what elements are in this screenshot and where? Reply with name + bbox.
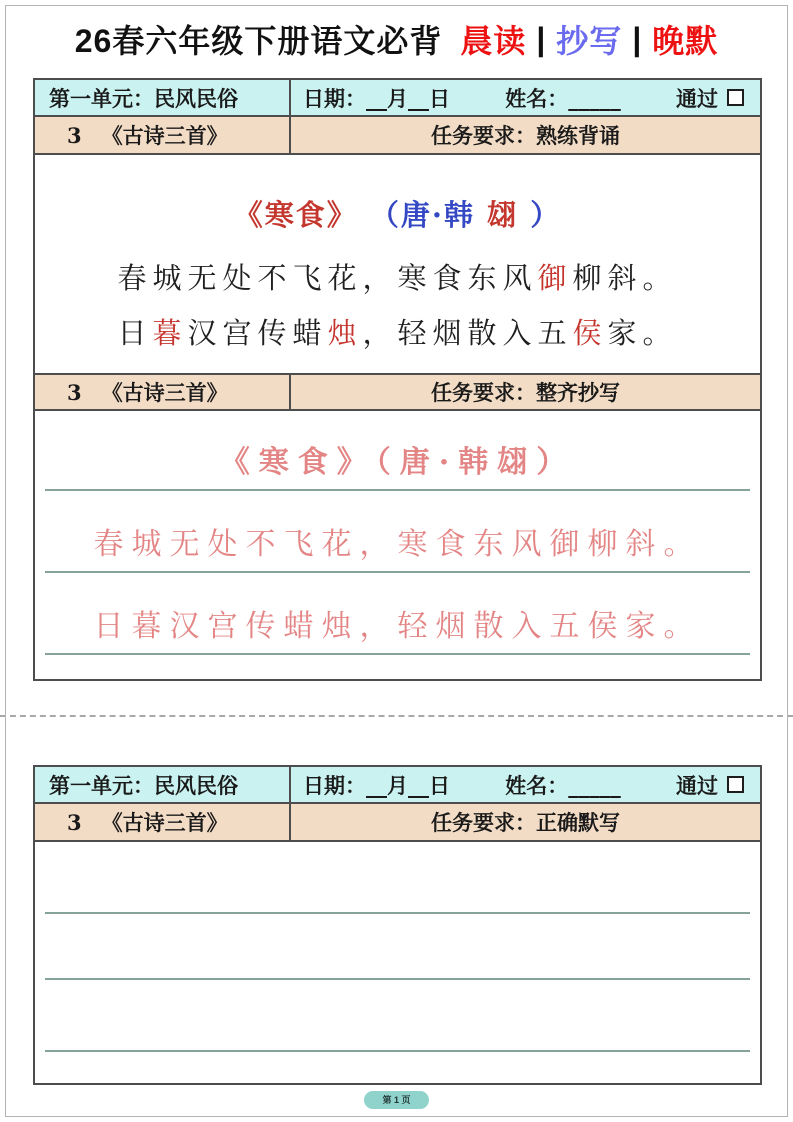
unit-header-row (35, 767, 760, 804)
pass-label: 通过 (676, 772, 718, 798)
poem-line2-text-end: 家。 (607, 316, 678, 350)
title-main: 26春六年级下册语文必背 (74, 23, 443, 59)
poem-line2-highlight-2: 烛 (327, 316, 363, 350)
title-tag-copying: 抄写 (556, 23, 623, 59)
poem-title: 《寒食》 (233, 198, 358, 232)
title-separator-1: | (536, 20, 547, 57)
unit-header-row (35, 80, 760, 117)
poem-author-open: （唐·韩 (369, 198, 475, 232)
lesson-title: 《古诗三首》 (101, 810, 228, 835)
lesson-title: 《古诗三首》 (101, 123, 228, 148)
poem-line2-text-3: ，轻烟散入五 (362, 316, 573, 350)
title-separator-2: | (632, 20, 643, 57)
footer (0, 1091, 793, 1109)
poem-line1-highlight: 御 (537, 261, 573, 295)
name-blank-field: 姓名：_____ (505, 772, 621, 798)
unit-meta-cell (291, 767, 760, 802)
poem-line2-text-2: 汉宫传蜡 (187, 316, 328, 350)
poem-line2-highlight-3: 侯 (572, 316, 608, 350)
unit-meta-cell (291, 80, 760, 115)
copy-trace-line-2: 日暮汉宫传蜡烛，轻烟散入五侯家。 (45, 601, 750, 655)
poem-line-1 (35, 256, 760, 297)
page-title (0, 0, 793, 78)
copying-practice-area (35, 411, 760, 679)
lesson-number: 3 (67, 379, 82, 405)
copying-task-row (35, 375, 760, 411)
title-tag-evening-dictation: 晚默 (652, 23, 719, 59)
poem-line-2 (35, 311, 760, 352)
task-requirement-cell: 任务要求：整齐抄写 (431, 380, 620, 405)
reading-task-row (35, 117, 760, 155)
poem-line2-highlight-1: 暮 (152, 316, 188, 350)
page-number-badge: 第 1 页 (364, 1091, 428, 1109)
pass-label: 通过 (676, 85, 718, 111)
lesson-number: 3 (67, 809, 82, 835)
poem-line1-text: 春城无处不飞花，寒食东风 (117, 261, 538, 295)
task-requirement-cell: 任务要求：熟练背诵 (431, 123, 620, 148)
lesson-title: 《古诗三首》 (101, 380, 228, 405)
unit-name-cell: 第一单元：民风民俗 (35, 767, 291, 802)
pass-checkbox[interactable] (727, 776, 744, 793)
pass-checkbox[interactable] (727, 89, 744, 106)
poem-line1-text-end: 柳斜。 (572, 261, 678, 295)
pass-group (676, 83, 744, 113)
dashed-cut-line (0, 715, 793, 717)
poem-reading-area (35, 155, 760, 375)
writing-rule-line-2 (45, 914, 750, 980)
date-blank-field: 日期：__月__日 (303, 772, 450, 798)
pass-group (676, 770, 744, 800)
title-tag-morning-read: 晨读 (460, 23, 527, 59)
poem-line2-text: 日 (117, 316, 153, 350)
date-blank-field: 日期：__月__日 (303, 85, 450, 111)
lesson-number: 3 (67, 122, 82, 148)
poem-author-close: ） (530, 198, 562, 232)
lesson-cell (35, 804, 291, 840)
writing-rule-line-3 (45, 980, 750, 1052)
task-requirement-cell: 任务要求：正确默写 (431, 810, 620, 835)
name-blank-field: 姓名：_____ (505, 85, 621, 111)
dictation-task-row (35, 804, 760, 842)
writing-rule-line-1 (45, 842, 750, 914)
copy-trace-title: 《寒食》（唐·韩翃） (45, 437, 750, 491)
lower-worksheet-table (33, 765, 762, 1085)
unit-name-cell: 第一单元：民风民俗 (35, 80, 291, 115)
lesson-cell (35, 117, 291, 153)
dictation-writing-area (35, 842, 760, 1083)
cut-divider-wrap (33, 715, 793, 717)
poem-author-rare-char: 翃 (487, 198, 519, 232)
lesson-cell (35, 375, 291, 409)
copy-trace-line-1: 春城无处不飞花，寒食东风御柳斜。 (45, 519, 750, 573)
poem-title-line (35, 193, 760, 234)
upper-worksheet-table (33, 78, 762, 681)
